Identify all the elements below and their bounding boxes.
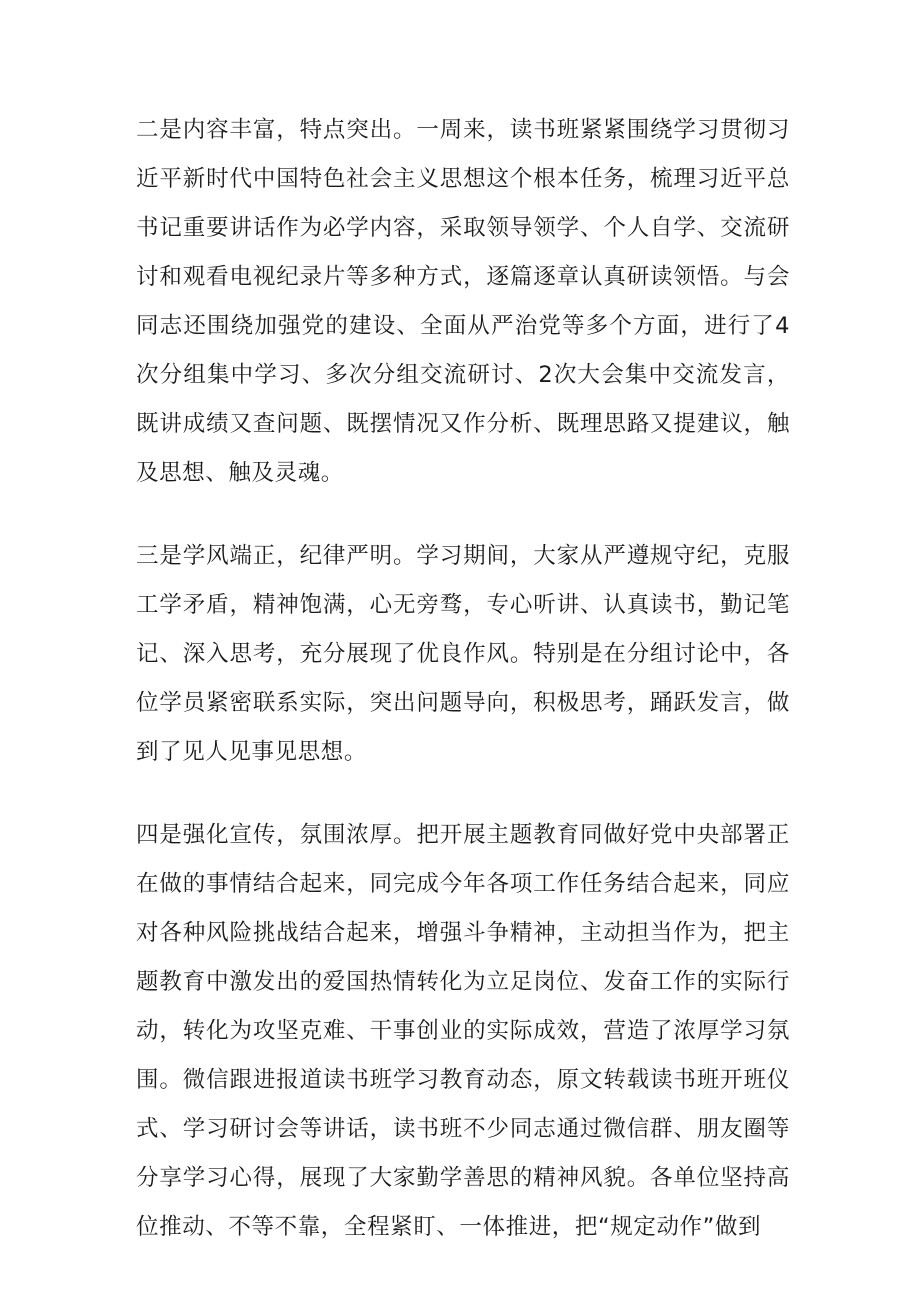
paragraph-content-rich: 二是内容丰富，特点突出。一周来，读书班紧紧围绕学习贯彻习近平新时代中国特色社会主义思想这个根本任务，梳理习近平总书记重要讲话作为必学内容，采取领导领学、个人自学、交流研讨和观看电视纪录片等多种方式，逐篇逐章认真研读领悟。与会同志还围绕加强党的建设、全面从严治党等多个方面，进行了4次分组集中学习、多次分组交流研讨、2次大会集中交流发言，既讲成绩又查问题、既摆情况又作分析、既理思路又提建议，触及思想、触及灵魂。 bbox=[136, 117, 790, 486]
paragraph-study-discipline: 三是学风端正，纪律严明。学习期间，大家从严遵规守纪，克服工学矛盾，精神饱满，心无旁骛，专心听讲、认真读书，勤记笔记、深入思考，充分展现了优良作风。特别是在分组讨论中，各位学员紧密联系实际，突出问题导向，积极思考，踊跃发言，做到了见人见事见思想。 bbox=[136, 543, 790, 765]
document-body bbox=[136, 106, 790, 1286]
paragraph-publicity: 四是强化宣传，氛围浓厚。把开展主题教育同做好党中央部署正在做的事情结合起来，同完成今年各项工作任务结合起来，同应对各种风险挑战结合起来，增强斗争精神，主动担当作为，把主题教育中激发出的爱国热情转化为立足岗位、发奋工作的实际行动，转化为攻坚克难、干事创业的实际成效，营造了浓厚学习氛围。微信跟进报道读书班学习教育动态，原文转载读书班开班仪式、学习研讨会等讲话，读书班不少同志通过微信群、朋友圈等分享学习心得，展现了大家勤学善思的精神风貌。各单位坚持高位推动、不等不靠，全程紧盯、一体推进，把“规定动作”做到 bbox=[136, 822, 790, 1240]
